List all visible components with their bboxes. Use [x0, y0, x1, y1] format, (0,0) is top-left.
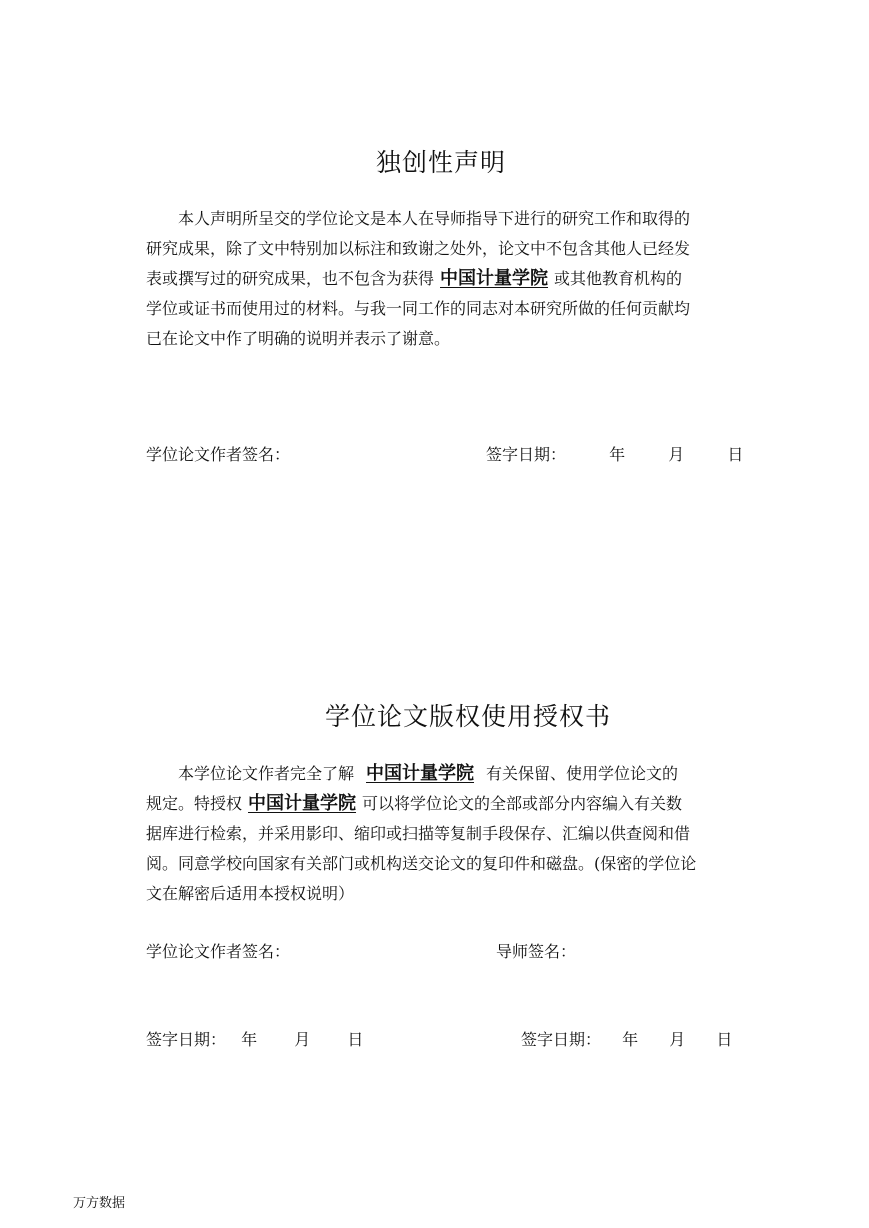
month-label: 月	[669, 1030, 686, 1049]
text: 本学位论文作者完全了解	[178, 764, 355, 783]
paragraph-line	[146, 264, 742, 294]
paragraph-line	[146, 294, 742, 324]
wanfang-watermark: 万方数据	[73, 1196, 126, 1211]
text: 据库进行检索，并采用影印、缩印或扫描等复制手段保存、汇编以供查阅和借	[146, 824, 691, 843]
date-label: 签字日期：	[486, 445, 567, 464]
paragraph-line	[146, 789, 742, 819]
text: 可以将学位论文的全部或部分内容编入有关数	[362, 794, 683, 813]
text: 或其他教育机构的	[554, 269, 683, 288]
paragraph-line	[146, 819, 742, 849]
text: 有关保留、使用学位论文的	[486, 764, 679, 783]
paragraph-line	[146, 204, 742, 234]
declaration-title: 独创性声明	[376, 148, 507, 177]
day-label: 日	[727, 445, 744, 464]
text: 研究成果，除了文中特别加以标注和致谢之处外，论文中不包含其他人已经发	[146, 239, 691, 258]
month-label: 月	[294, 1030, 311, 1049]
authorization-title: 学位论文版权使用授权书	[325, 702, 612, 731]
authorization-left-date-line	[146, 1027, 363, 1050]
authorization-right-date-line	[521, 1027, 732, 1050]
paragraph-line	[146, 234, 742, 264]
day-label: 日	[716, 1030, 733, 1049]
school-name-field: 中国计量学院	[440, 268, 549, 289]
date-label: 签字日期：	[146, 1030, 227, 1049]
paragraph-line	[146, 849, 742, 879]
school-name-field: 中国计量学院	[366, 763, 475, 784]
year-label: 年	[609, 445, 626, 464]
declaration-date-line	[486, 442, 743, 465]
text: 学位或证书而使用过的材料。与我一同工作的同志对本研究所做的任何贡献均	[146, 299, 691, 318]
school-name-field: 中国计量学院	[248, 793, 357, 814]
text: 文在解密后适用本授权说明）	[146, 884, 355, 903]
text: 规定。特授权	[146, 794, 243, 813]
month-label: 月	[668, 445, 685, 464]
date-label: 签字日期：	[521, 1030, 602, 1049]
declaration-paragraph	[146, 204, 742, 354]
text: 本人声明所呈交的学位论文是本人在导师指导下进行的研究工作和取得的	[178, 209, 691, 228]
text: 已在论文中作了明确的说明并表示了谢意。	[146, 329, 451, 348]
text: 表或撰写过的研究成果，也不包含为获得	[146, 269, 435, 288]
paragraph-line	[146, 324, 742, 354]
authorization-paragraph	[146, 759, 742, 909]
supervisor-sign-label: 导师签名：	[496, 942, 577, 961]
declaration-author-sign-label: 学位论文作者签名：	[146, 445, 291, 464]
paragraph-line	[146, 879, 742, 909]
paragraph-line	[146, 759, 742, 789]
year-label: 年	[622, 1030, 639, 1049]
year-label: 年	[241, 1030, 258, 1049]
text: 阅。同意学校向国家有关部门或机构送交论文的复印件和磁盘。(保密的学位论	[146, 854, 697, 873]
day-label: 日	[347, 1030, 364, 1049]
authorization-author-sign-label: 学位论文作者签名：	[146, 942, 291, 961]
